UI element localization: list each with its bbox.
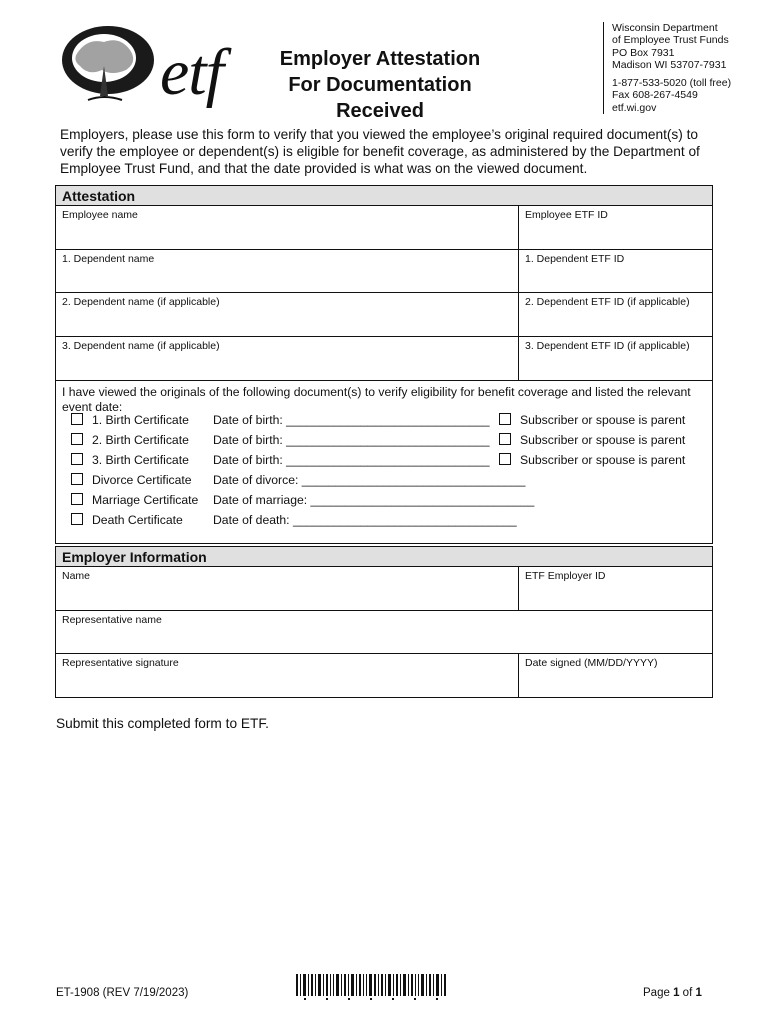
doc-label: 3. Birth Certificate: [92, 453, 189, 467]
employer-name-row: [55, 567, 713, 611]
etf-employer-id-field[interactable]: ETF Employer ID: [525, 570, 606, 582]
agency-address: [603, 22, 731, 114]
date-of-birth-2-field[interactable]: Date of birth: ______________________________: [213, 433, 490, 447]
parent-option-1: [499, 412, 685, 428]
parent-label: Subscriber or spouse is parent: [520, 413, 686, 427]
parent-2-checkbox[interactable]: [499, 433, 511, 445]
dependent-1-row: [55, 250, 713, 293]
agency-line-1: Wisconsin Department: [612, 22, 718, 34]
agency-line-3: PO Box 7931: [612, 46, 675, 59]
dependent-3-name-field[interactable]: 3. Dependent name (if applicable): [56, 337, 519, 380]
date-of-divorce-field[interactable]: Date of divorce: _________________________________: [213, 473, 526, 487]
employer-section: [55, 546, 713, 698]
employee-etf-id-field[interactable]: Employee ETF ID: [525, 209, 608, 221]
date-of-death-field[interactable]: Date of death: _________________________________: [213, 513, 517, 527]
agency-phone: 1-877-533-5020 (toll free): [612, 77, 732, 90]
agency-line-2: of Employee Trust Funds: [612, 34, 729, 47]
intro-text: Employers, please use this form to verify that you viewed the employee’s original required document(s) to verify the employee or dependent(s) is eligible for benefit coverage, as administered by the Department of Employee Trust Fund, and that the date provided is what was on the viewed document.: [60, 127, 700, 176]
date-of-birth-3-field[interactable]: Date of birth: ______________________________: [213, 453, 490, 467]
doc-label: 2. Birth Certificate: [92, 433, 189, 447]
page-of: of: [682, 987, 693, 999]
submit-note: Submit this completed form to ETF.: [56, 716, 269, 731]
dependent-2-etf-id-field[interactable]: 2. Dependent ETF ID (if applicable): [525, 296, 690, 308]
employee-row: [55, 206, 713, 250]
employer-name-field[interactable]: Name: [56, 567, 519, 610]
death-certificate-checkbox[interactable]: [71, 513, 83, 525]
parent-3-checkbox[interactable]: [499, 453, 511, 465]
representative-signature-field[interactable]: Representative signature: [56, 654, 519, 697]
doc-label: Death Certificate: [92, 513, 183, 527]
date-signed-field[interactable]: Date signed (MM/DD/YYYY): [525, 657, 658, 669]
documents-block: [55, 381, 713, 544]
agency-line-4: Madison WI 53707-7931: [612, 58, 727, 71]
page-title: [250, 46, 510, 124]
employer-heading: Employer Information: [55, 546, 713, 567]
date-of-birth-1-field[interactable]: Date of birth: ______________________________: [213, 413, 490, 427]
dependent-3-row: [55, 337, 713, 381]
documents-intro: I have viewed the originals of the following document(s) to verify eligibility for benefit coverage and listed the relevant event date:: [62, 385, 691, 414]
doc-label: 1. Birth Certificate: [92, 413, 189, 427]
page-prefix: Page: [643, 987, 670, 999]
parent-label: Subscriber or spouse is parent: [520, 453, 686, 467]
attestation-heading: Attestation: [55, 185, 713, 206]
agency-website: etf.wi.gov: [612, 101, 657, 114]
agency-fax: Fax 608-267-4549: [612, 89, 698, 102]
employee-name-field[interactable]: Employee name: [56, 206, 519, 249]
birth-certificate-2-checkbox[interactable]: [71, 433, 83, 445]
birth-certificate-3-checkbox[interactable]: [71, 453, 83, 465]
rep-signature-row: [55, 654, 713, 698]
dependent-1-etf-id-field[interactable]: 1. Dependent ETF ID: [525, 253, 625, 265]
parent-option-2: [499, 432, 685, 448]
doc-label: Divorce Certificate: [92, 473, 192, 487]
doc-label: Marriage Certificate: [92, 493, 199, 507]
divorce-certificate-checkbox[interactable]: [71, 473, 83, 485]
parent-label: Subscriber or spouse is parent: [520, 433, 686, 447]
etf-logo: [58, 22, 223, 122]
parent-1-checkbox[interactable]: [499, 413, 511, 425]
dependent-1-name-field[interactable]: 1. Dependent name: [56, 250, 519, 292]
logo-wordmark: etf: [160, 36, 223, 109]
title-line-2: For Documentation Received: [288, 74, 472, 122]
rep-name-row: [55, 611, 713, 654]
barcode-icon: [296, 974, 448, 1002]
form-id: ET-1908 (REV 7/19/2023): [56, 987, 189, 999]
dependent-3-etf-id-field[interactable]: 3. Dependent ETF ID (if applicable): [525, 340, 690, 352]
dependent-2-name-field[interactable]: 2. Dependent name (if applicable): [56, 293, 519, 336]
attestation-section: [55, 185, 713, 544]
title-line-1: Employer Attestation: [279, 48, 481, 70]
date-of-marriage-field[interactable]: Date of marriage: _________________________________: [213, 493, 535, 507]
page-current: 1: [673, 987, 680, 999]
marriage-certificate-checkbox[interactable]: [71, 493, 83, 505]
birth-certificate-1-checkbox[interactable]: [71, 413, 83, 425]
page-total: 1: [695, 987, 702, 999]
parent-option-3: [499, 452, 685, 468]
dependent-2-row: [55, 293, 713, 337]
representative-name-field[interactable]: Representative name: [62, 614, 162, 626]
page-number: [643, 987, 702, 999]
